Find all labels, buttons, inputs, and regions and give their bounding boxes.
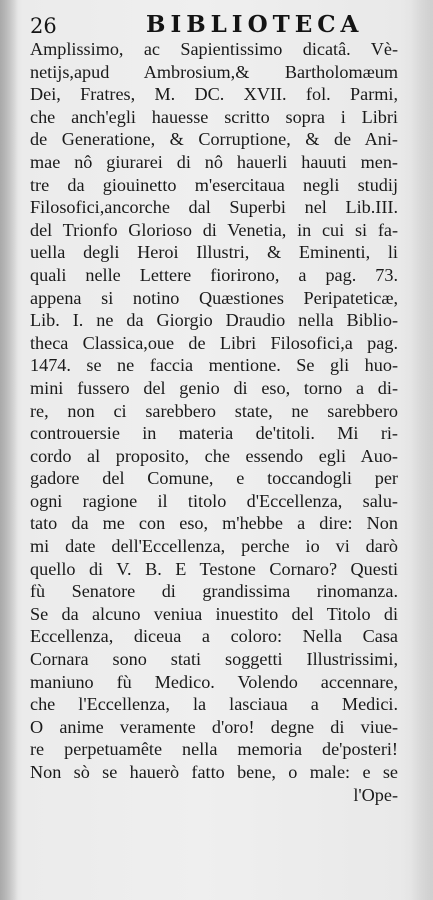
text-line: del Trionfo Glorioso di Venetia, in cui si fa- — [30, 219, 398, 240]
page-number: 26 — [30, 14, 57, 38]
text-line: Cornara sono stati soggetti Illustrissimi, — [30, 649, 398, 670]
text-line: re perpetuamête nella memoria de'posteri! — [30, 739, 398, 760]
text-line: Lib. I. ne da Giorgio Draudio nella Biblio- — [30, 310, 398, 331]
text-line: Filosofici,ancorche dal Superbi nel Lib.III. — [30, 197, 398, 218]
running-head: BIBLIOTECA — [146, 11, 364, 38]
text-line: Non sò se hauerò fatto bene, o male: e se — [30, 762, 398, 782]
binding-shadow — [0, 0, 18, 900]
text-line: O anime veramente d'oro! degne di viue- — [30, 716, 398, 737]
text-line: Amplissimo, ac Sapientissimo dicatâ. Vè- — [30, 39, 398, 59]
page-header — [30, 8, 420, 40]
text-line: de Generatione, & Corruptione, & de Ani- — [30, 129, 398, 150]
body-text — [30, 38, 398, 806]
text-line: maniuno fù Medico. Volendo accennare, — [30, 671, 398, 692]
text-line: cordo al proposito, che essendo egli Auo- — [30, 445, 398, 466]
text-line: mini fussero del genio di eso, torno a di- — [30, 377, 398, 398]
text-line: Se da alcuno veniua inuestito del Titolo di — [30, 603, 398, 624]
text-line: che l'Eccellenza, la lasciaua a Medici. — [30, 694, 398, 715]
text-line: theca Classica,oue de Libri Filosofici,a pag. — [30, 332, 398, 353]
text-line: mae nô giurarei di nô hauerli hauuti men- — [30, 151, 398, 172]
catchword: l'Ope- — [353, 784, 398, 805]
text-line: quali nelle Lettere fiorirono, a pag. 73. — [30, 264, 398, 285]
text-line: 1474. se ne faccia mentione. Se gli huo- — [30, 355, 398, 376]
text-line: ogni ragione il titolo d'Eccellenza, salu- — [30, 490, 398, 511]
text-line: uella degli Heroi Illustri, & Eminenti, li — [30, 242, 398, 263]
text-line: gadore del Comune, e toccandogli per — [30, 468, 398, 489]
text-line: Dei, Fratres, M. DC. XVII. fol. Parmi, — [30, 84, 398, 105]
page-edge — [411, 0, 433, 900]
text-line: controuersie in materia de'titoli. Mi ri- — [30, 423, 398, 444]
text-line: Eccellenza, diceua a coloro: Nella Casa — [30, 626, 398, 647]
text-line: tato da me con eso, m'hebbe a dire: Non — [30, 513, 398, 534]
text-line: fù Senatore di grandissima rinomanza. — [30, 581, 398, 602]
text-line: quello di V. B. E Testone Cornaro? Questi — [30, 558, 398, 579]
text-line: mi date dell'Eccellenza, perche io vi darò — [30, 536, 398, 557]
text-line: che anch'egli hauesse scritto sopra i Libri — [30, 106, 398, 127]
text-line: re, non ci sarebbero state, ne sarebbero — [30, 400, 398, 421]
text-line: netijs,apud Ambrosium,& Bartholomæum — [30, 61, 398, 82]
text-line: appena si notino Quæstiones Peripateticæ, — [30, 287, 398, 308]
text-line: tre da giouinetto m'esercitaua negli studij — [30, 174, 398, 195]
